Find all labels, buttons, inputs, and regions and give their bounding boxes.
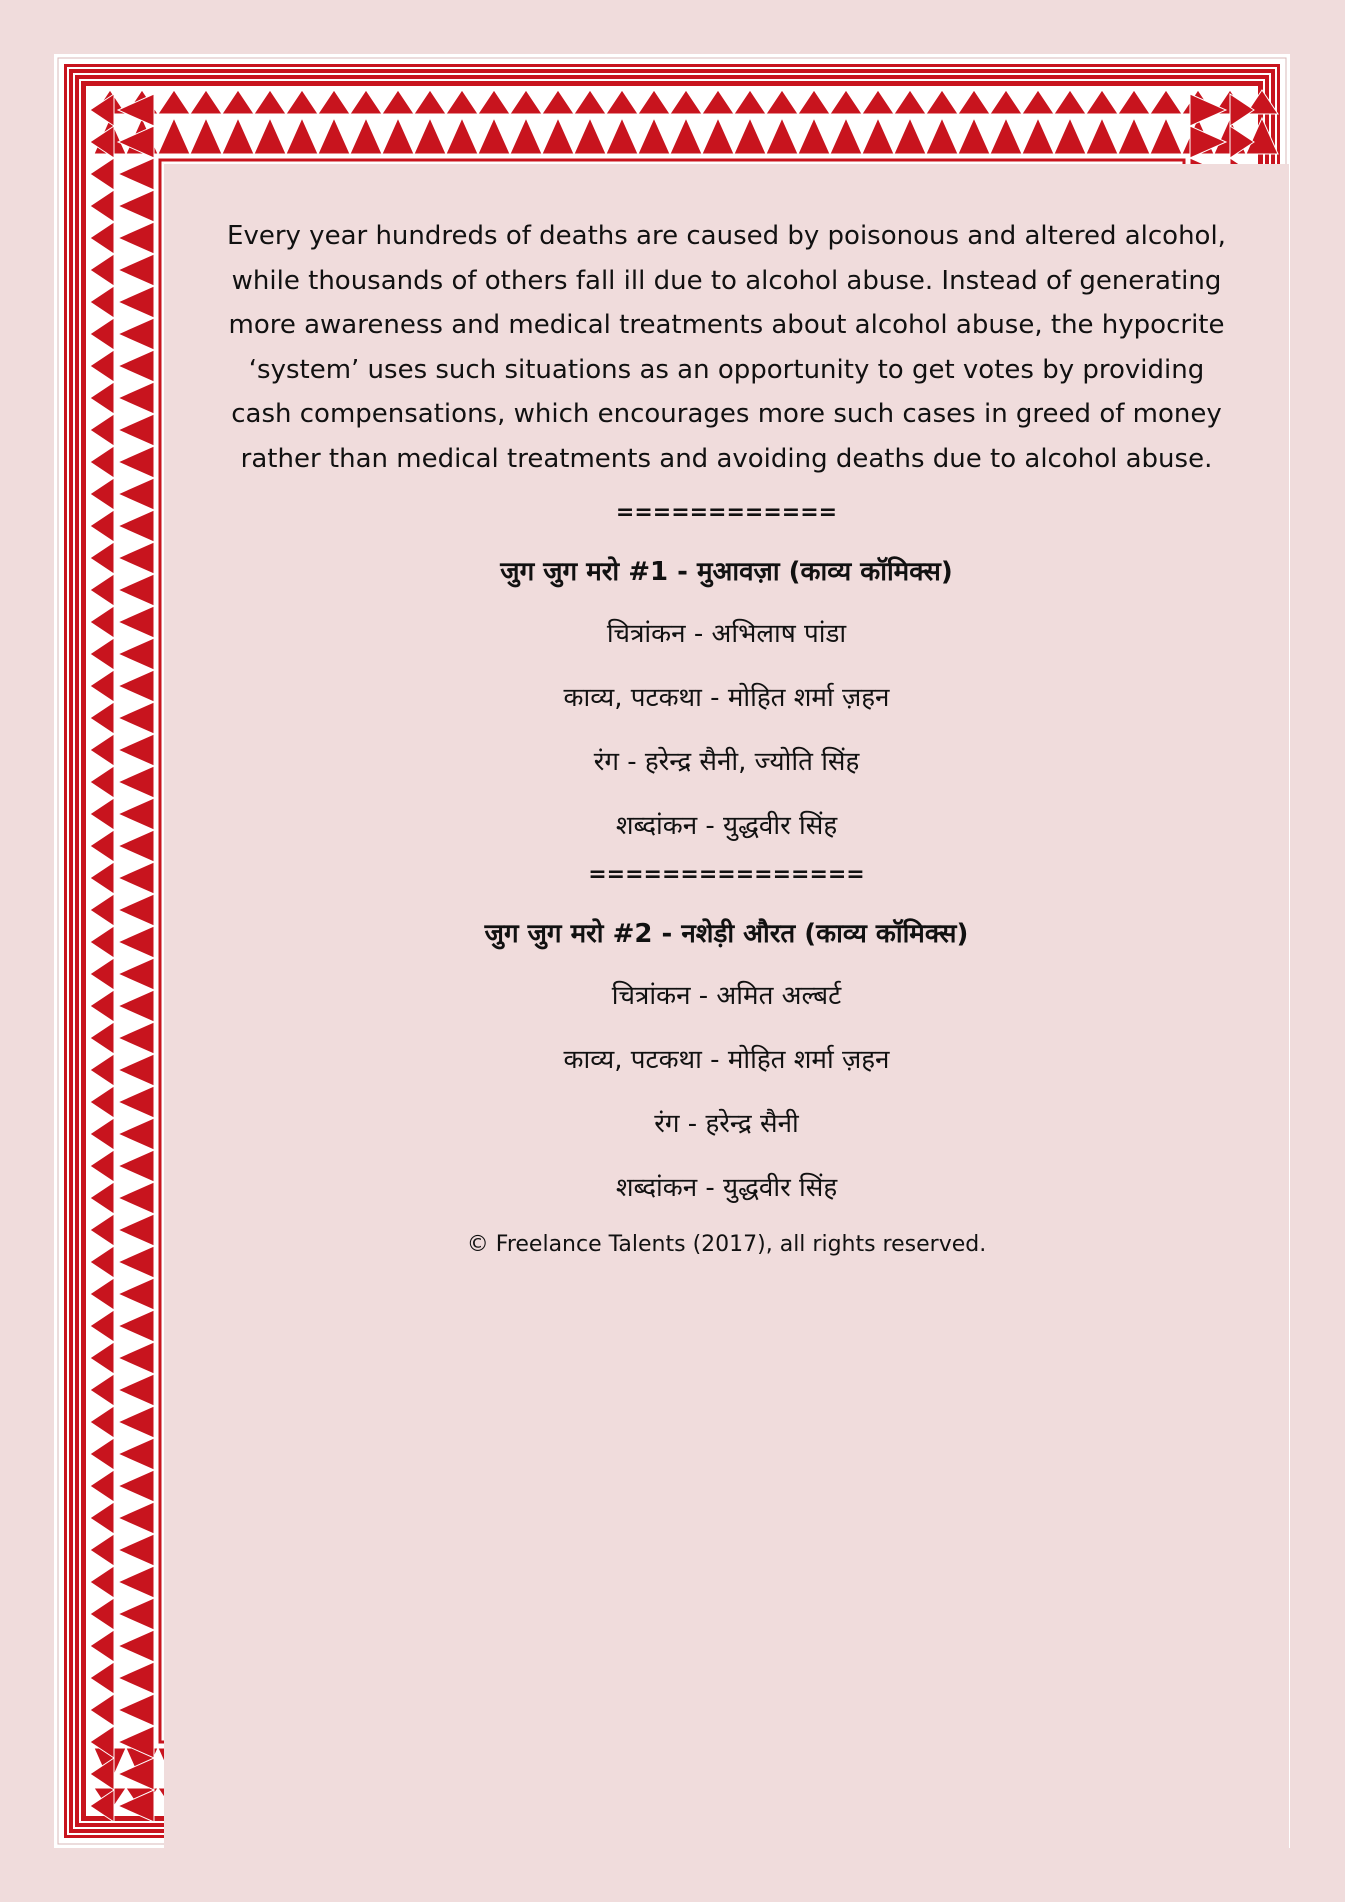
comic-2-credit-illustration: चित्रांकन - अमित अल्बर्ट — [611, 981, 842, 1011]
comic-2-credit-colors: रंग - हरेन्द्र सैनी — [654, 1109, 799, 1139]
page-content — [164, 164, 1289, 1849]
comic-2-title: जुग जुग मरो #2 - नशेड़ी औरत (काव्य कॉमिक्स) — [484, 919, 969, 949]
comic-1-credit-colors: रंग - हरेन्द्र सैनी, ज्योति सिंह — [593, 747, 860, 777]
copyright-notice: © Freelance Talents (2017), all rights reserved. — [466, 1232, 987, 1257]
comic-1-title: जुग जुग मरो #1 - मुआवज़ा (काव्य कॉमिक्स) — [500, 557, 953, 587]
comic-1-credit-letters: शब्दांकन - युद्धवीर सिंह — [615, 811, 838, 841]
separator: ============ — [615, 500, 838, 525]
page-frame — [54, 54, 1290, 1848]
comic-1-credit-script: काव्य, पटकथा - मोहित शर्मा ज़हन — [563, 683, 890, 713]
text-column — [220, 214, 1233, 1259]
comic-1-credit-illustration: चित्रांकन - अभिलाष पांडा — [606, 619, 847, 649]
separator: =============== — [588, 862, 865, 887]
intro-paragraph: Every year hundreds of deaths are caused by poisonous and altered alcohol, while thousands of others fall ill due to alcohol abuse. Instead of generating more awareness and medical treatments about alcohol abuse, the hypocrite ‘system’ uses such situations as an opportunity to get votes by providing cash compensations, which encourages more such cases in greed of money rather than medical treatments and avoiding deaths due to alcohol abuse. — [227, 221, 1226, 474]
comic-2-credit-letters: शब्दांकन - युद्धवीर सिंह — [615, 1173, 838, 1203]
comic-2-credit-script: काव्य, पटकथा - मोहित शर्मा ज़हन — [563, 1045, 890, 1075]
